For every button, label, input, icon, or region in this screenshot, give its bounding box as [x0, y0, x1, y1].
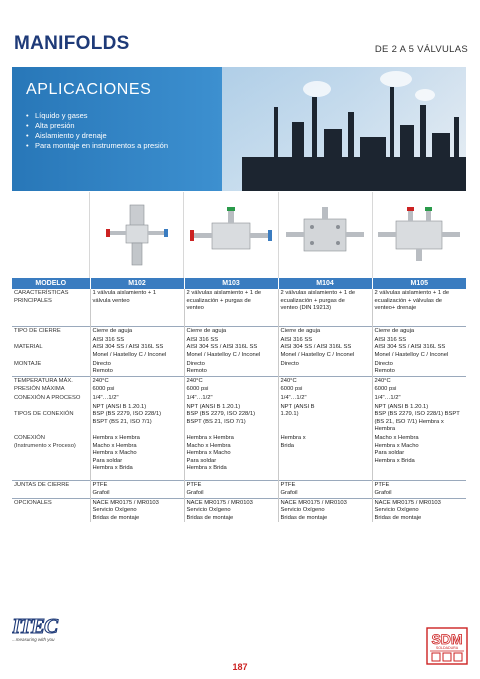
- table-row: [12, 394, 466, 403]
- m103-manifold-image: [188, 205, 274, 265]
- itec-logo: [12, 613, 60, 639]
- table-row: [12, 289, 466, 313]
- row-label: TIPOS DE CONEXIÓN: [12, 403, 90, 434]
- table-cell: Directo Remoto: [90, 360, 184, 377]
- table-cell: AISI 316 SS AISI 304 SS / AISI 316L SS Monel / Hastelloy C / Inconel: [374, 336, 449, 359]
- table-cell: 2 válvulas aislamiento + 1 de ecualización + purgas de venteo: [184, 289, 278, 313]
- table-cell: NACE MR0175 / MR0103 Servicio Oxígeno Bridas de montaje: [372, 498, 466, 522]
- table-cell: 2 válvulas aislamiento + 1 de ecualización + válvulas de venteo+ drenaje: [374, 290, 450, 312]
- spacer-row: [12, 313, 466, 327]
- bullet-icon: •: [26, 111, 29, 120]
- table-row: [12, 385, 466, 394]
- column-header-m105: M105: [372, 278, 466, 289]
- table-cell: AISI 316 SS AISI 304 SS / AISI 316L SS Monel / Hastelloy C / Inconel: [90, 336, 184, 360]
- banner-heading: APLICACIONES: [26, 81, 152, 98]
- list-item: [26, 111, 168, 121]
- list-item-text: Para montaje en instrumentos a presión: [35, 141, 168, 150]
- column-header-modelo: MODELO: [12, 278, 90, 289]
- table-row: [12, 498, 466, 522]
- table-cell: 240°C: [372, 376, 466, 385]
- sdm-logo: [426, 627, 468, 665]
- table-cell: 240°C: [90, 376, 184, 385]
- table-cell: 6000 psi: [184, 385, 278, 394]
- list-item-text: Aislamiento y drenaje: [35, 131, 107, 140]
- bullet-icon: •: [26, 141, 29, 150]
- table-row: [12, 376, 466, 385]
- sdm-logo-subtext: SOLDADURA: [435, 646, 459, 650]
- bullet-icon: •: [26, 121, 29, 130]
- row-label: JUNTAS DE CIERRE: [12, 481, 90, 498]
- page-title: MANIFOLDS: [14, 33, 130, 54]
- page-number: 187: [232, 662, 248, 672]
- table-row: [12, 481, 466, 498]
- row-label: PRESIÓN MÁXIMA: [12, 385, 90, 394]
- table-cell: NPT (ANSI B 1.20.1) BSP (BS 2279, ISO 228/1) BSPT (BS 21, ISO 7/1) Hembra x Hembra: [374, 403, 460, 433]
- table-row: [12, 336, 466, 360]
- table-cell: Cierre de aguja: [184, 327, 278, 336]
- column-header-m104: M104: [278, 278, 372, 289]
- product-image-cell-m103: [184, 192, 278, 278]
- spacer-row: [12, 473, 466, 481]
- table-cell: AISI 316 SS AISI 304 SS / AISI 316L SS Monel / Hastelloy C / Inconel: [184, 336, 278, 360]
- list-item-text: Líquido y gases: [35, 111, 88, 120]
- product-image-cell-m104: [279, 192, 373, 278]
- row-label: CONEXIÓN A PROCESO: [12, 394, 90, 403]
- table-cell: Macho x Hembra Hembra x Macho Para soldar Hembra x Brida: [374, 435, 419, 464]
- column-header-m103: M103: [184, 278, 278, 289]
- m102-manifold-image: [102, 199, 172, 271]
- table-row: [12, 403, 466, 434]
- table-header-row: [12, 278, 466, 289]
- table-cell: Cierre de aguja: [90, 327, 184, 336]
- applications-list: [26, 111, 168, 151]
- column-header-m102: M102: [90, 278, 184, 289]
- table-cell: Cierre de aguja: [278, 327, 372, 336]
- table-cell: NACE MR0175 / MR0103 Servicio Oxígeno Bridas de montaje: [278, 498, 372, 522]
- table-cell: NACE MR0175 / MR0103 Servicio Oxígeno Bridas de montaje: [184, 498, 278, 522]
- table-cell: PTFE Grafoil: [184, 481, 278, 498]
- row-label: TEMPERATURA MÁX.: [12, 376, 90, 385]
- table-row: [12, 360, 466, 377]
- list-item: [26, 121, 168, 131]
- table-cell: 1/4"…1/2": [374, 395, 401, 402]
- product-images-row: [12, 192, 466, 278]
- table-row: [12, 327, 466, 336]
- table-cell: NACE MR0175 / MR0103 Servicio Oxígeno Bridas de montaje: [90, 498, 184, 522]
- row-label: MONTAJE: [12, 360, 90, 377]
- m105-manifold-image: [376, 205, 462, 265]
- table-cell: 1/4"…1/2": [184, 394, 278, 403]
- row-label: TIPO DE CIERRE: [12, 327, 90, 336]
- list-item-text: Alta presión: [35, 121, 75, 130]
- table-cell: 1 válvula aislamiento + 1 válvula venteo: [90, 289, 184, 313]
- table-cell: 240°C: [278, 376, 372, 385]
- table-cell: NPT (ANSI B 1.20.1) BSP (BS 2279, ISO 228/1) BSPT (BS 21, ISO 7/1): [90, 403, 184, 434]
- table-cell: 240°C: [184, 376, 278, 385]
- table-cell: Hembra x Brida: [278, 434, 372, 473]
- applications-banner: [12, 67, 466, 191]
- itec-tagline: ...measuring with you: [12, 637, 55, 642]
- table-cell: PTFE Grafoil: [90, 481, 184, 498]
- table-cell: NPT (ANSI B 1.20.1): [278, 403, 372, 434]
- m104-manifold-image: [282, 205, 368, 265]
- table-cell: PTFE Grafoil: [372, 481, 466, 498]
- sdm-logo-text: SDM: [431, 631, 463, 647]
- table-cell: NPT (ANSI B 1.20.1) BSP (BS 2279, ISO 228/1) BSPT (BS 21, ISO 7/1): [184, 403, 278, 434]
- table-row: [12, 434, 466, 473]
- table-cell: Cierre de aguja: [372, 327, 466, 336]
- table-cell: Hembra x Hembra Macho x Hembra Hembra x Macho Para soldar Hembra x Brida: [90, 434, 184, 473]
- table-cell: 2 válvulas aislamiento + 1 de ecualización + purgas de venteo (DIN 19213): [278, 289, 372, 313]
- product-image-cell-m105: [373, 192, 466, 278]
- table-cell: AISI 316 SS AISI 304 SS / AISI 316L SS Monel / Hastelloy C / Inconel: [278, 336, 372, 360]
- row-label: CONEXIÓN (Instrumento x Proceso): [12, 434, 90, 473]
- list-item: [26, 141, 168, 151]
- bullet-icon: •: [26, 131, 29, 140]
- table-cell: Hembra x Hembra Macho x Hembra Hembra x Macho Para soldar Hembra x Brida: [184, 434, 278, 473]
- product-image-cell-m102: [90, 192, 184, 278]
- table-cell: 6000 psi: [278, 385, 372, 394]
- row-label: CARACTERÍSTICAS PRINCIPALES: [12, 289, 90, 313]
- table-cell: Directo: [278, 360, 372, 377]
- list-item: [26, 131, 168, 141]
- row-label: OPCIONALES: [12, 498, 90, 522]
- specifications-table: [12, 278, 466, 522]
- table-cell: 6000 psi: [90, 385, 184, 394]
- table-cell: 1/4"…1/2": [278, 394, 372, 403]
- table-cell: 1/4"…1/2": [90, 394, 184, 403]
- table-cell: 6000 psi: [374, 386, 397, 393]
- product-image-cell-blank: [12, 192, 90, 278]
- itec-logo-text: ITEC: [12, 614, 58, 638]
- row-label: MATERIAL: [12, 336, 90, 360]
- page-subtitle: DE 2 A 5 VÁLVULAS: [374, 44, 468, 55]
- table-cell: PTFE Grafoil: [278, 481, 372, 498]
- table-cell: Directo Remoto: [184, 360, 278, 377]
- table-cell: Directo Remoto: [374, 360, 395, 375]
